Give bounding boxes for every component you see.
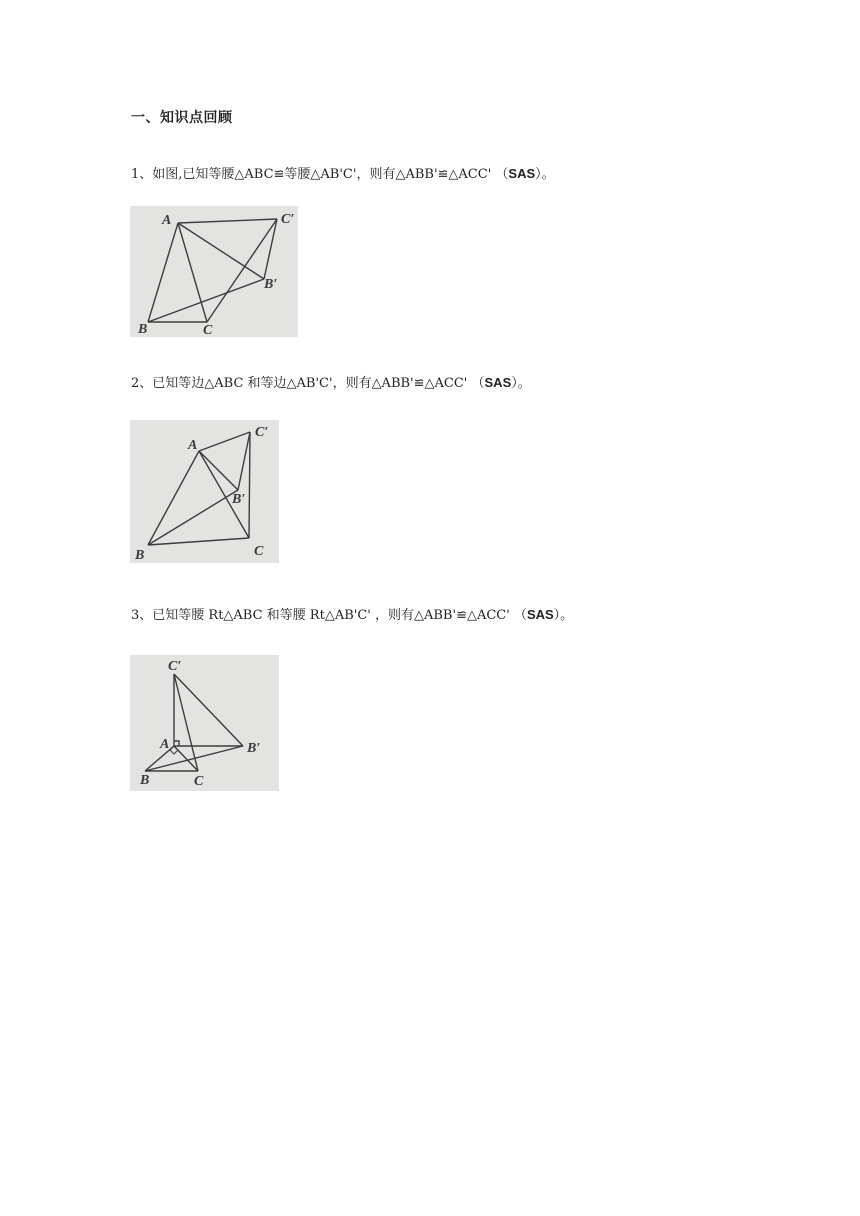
item-1-reason: SAS — [508, 166, 536, 181]
item-1-text — [131, 163, 555, 182]
segment-ab1 — [178, 223, 264, 279]
label-c-prime: C′ — [281, 212, 295, 227]
section-title: 一、知识点回顾 — [131, 110, 233, 126]
label-b: B — [138, 322, 148, 337]
item-3-reason: SAS — [526, 607, 554, 622]
segment-bb1 — [148, 279, 264, 322]
figure-2-equilateral — [130, 420, 279, 563]
segment-ac1 — [199, 432, 250, 451]
segment-b1c1 — [238, 432, 250, 490]
segment-bb1 — [148, 490, 238, 545]
label-c: C — [203, 323, 213, 337]
segment-bc — [148, 538, 249, 545]
label-a: A — [160, 737, 170, 752]
segment-ac — [178, 223, 207, 322]
item-2-statement: 2、已知等边△ABC 和等边△AB'C'，则有△ABB'≌△ACC' （ — [131, 376, 485, 391]
segment-b1c1 — [174, 674, 243, 746]
label-b-prime: B′ — [264, 277, 278, 292]
label-c: C — [254, 544, 264, 559]
right-angle-mark-top — [174, 741, 179, 746]
label-b-prime: B′ — [247, 741, 261, 756]
item-1-suffix: ）。 — [535, 167, 555, 182]
segment-ab — [148, 223, 178, 322]
label-a: A — [188, 438, 198, 453]
label-b: B — [140, 773, 150, 788]
segment-ac1 — [178, 219, 277, 223]
figure-1-isosceles — [130, 206, 298, 337]
segment-ab — [148, 451, 199, 545]
label-c-prime: C′ — [255, 425, 269, 440]
right-angle-mark-bottom — [170, 746, 178, 754]
segment-cc1 — [249, 432, 250, 538]
segment-cc1 — [174, 674, 198, 771]
label-c-prime: C′ — [168, 659, 182, 674]
label-b-prime: B′ — [232, 492, 246, 507]
item-2-text — [131, 372, 531, 391]
item-3-text — [131, 604, 573, 623]
item-2-reason: SAS — [484, 375, 512, 390]
item-3-suffix: ）。 — [553, 608, 574, 623]
item-2-suffix: ）。 — [511, 376, 531, 391]
label-c: C — [194, 774, 204, 789]
item-1-statement: 1、如图,已知等腰△ABC≌等腰△AB'C'，则有△ABB'≌△ACC' （ — [131, 167, 509, 182]
figure-3-right-isosceles — [130, 655, 279, 791]
item-3-statement: 3、已知等腰 Rt△ABC 和等腰 Rt△AB'C' ，则有△ABB'≌△ACC' （ — [131, 608, 527, 623]
label-b: B — [135, 548, 145, 563]
label-a: A — [162, 213, 172, 228]
